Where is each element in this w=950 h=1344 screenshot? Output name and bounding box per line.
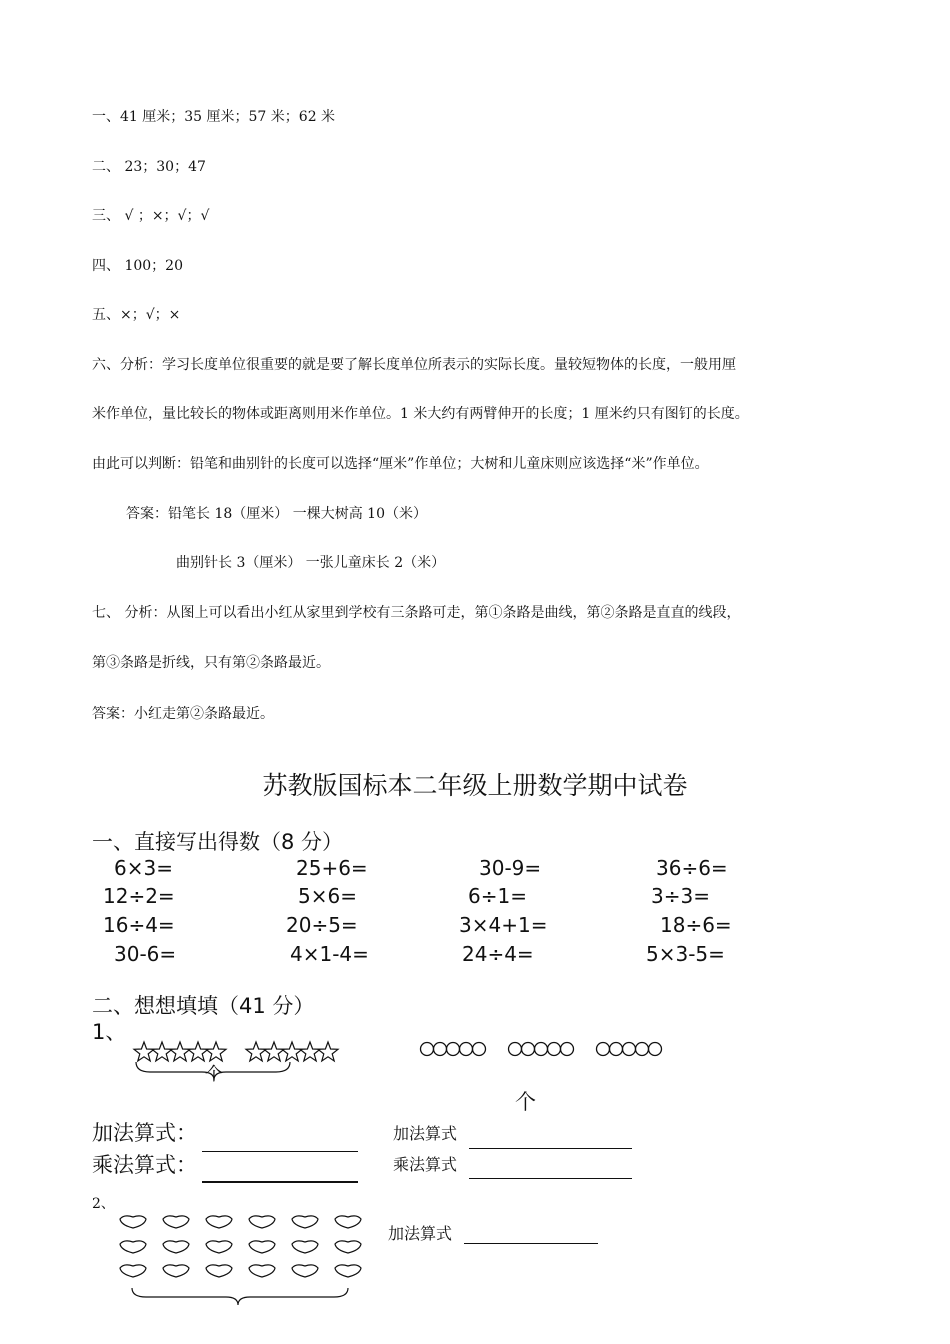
circle-icon bbox=[473, 1043, 486, 1056]
answer-7-line-2: 第③条路是折线，只有第②条路最近。 bbox=[92, 655, 330, 671]
multiplication-answer-line-2[interactable] bbox=[469, 1178, 632, 1179]
addition-answer-line[interactable] bbox=[202, 1151, 358, 1152]
calc-item: 12÷2= bbox=[103, 884, 175, 908]
star-icon bbox=[152, 1042, 172, 1061]
stars-figure bbox=[130, 1038, 350, 1088]
heart-icon bbox=[335, 1216, 361, 1228]
calc-item: 6÷1= bbox=[468, 884, 527, 908]
calc-item: 3×4+1= bbox=[459, 913, 548, 937]
circle-icon bbox=[421, 1043, 434, 1056]
star-icon bbox=[264, 1042, 284, 1061]
star-icon bbox=[206, 1042, 226, 1061]
circle-icon bbox=[548, 1043, 561, 1056]
question-1-label: 1、 bbox=[92, 1020, 127, 1044]
circle-icon bbox=[610, 1043, 623, 1056]
q2-addition-answer-line[interactable] bbox=[464, 1243, 598, 1244]
heart-icon bbox=[249, 1241, 275, 1253]
circle-icon bbox=[623, 1043, 636, 1056]
heart-icon bbox=[249, 1265, 275, 1277]
heart-icon bbox=[206, 1265, 232, 1277]
calc-item: 36÷6= bbox=[656, 856, 728, 880]
calc-item: 30-9= bbox=[479, 856, 542, 880]
hearts-figure bbox=[116, 1208, 376, 1314]
heart-icon bbox=[335, 1241, 361, 1253]
brace-unit: 个 bbox=[205, 1064, 223, 1085]
star-icon bbox=[134, 1042, 154, 1061]
calc-item: 30-6= bbox=[114, 942, 177, 966]
heart-icon bbox=[120, 1265, 146, 1277]
calc-item: 20÷5= bbox=[286, 913, 358, 937]
star-icon bbox=[318, 1042, 338, 1061]
calc-item: 24÷4= bbox=[462, 942, 534, 966]
multiplication-label-2: 乘法算式 bbox=[393, 1155, 458, 1174]
calc-item: 18÷6= bbox=[660, 913, 732, 937]
multiplication-label: 乘法算式： bbox=[92, 1153, 197, 1177]
calc-item: 6×3= bbox=[114, 856, 173, 880]
circles-unit: 个 bbox=[515, 1090, 536, 1114]
heart-icon bbox=[292, 1241, 318, 1253]
exam-title: 苏教版国标本二年级上册数学期中试卷 bbox=[262, 771, 688, 800]
heart-icon bbox=[163, 1216, 189, 1228]
section-2-title: 二、想想填填（41 分） bbox=[92, 994, 315, 1018]
calc-item: 3÷3= bbox=[651, 884, 710, 908]
heart-icon bbox=[206, 1216, 232, 1228]
brace-icon bbox=[132, 1288, 348, 1305]
calc-item: 4×1-4= bbox=[290, 942, 369, 966]
answer-6-line-1: 六、分析：学习长度单位很重要的就是要了解长度单位所表示的实际长度。量较短物体的长度，一般用厘 bbox=[92, 357, 736, 373]
heart-icon bbox=[292, 1265, 318, 1277]
circle-icon bbox=[447, 1043, 460, 1056]
star-icon bbox=[170, 1042, 190, 1061]
answer-2: 二、 23；30；47 bbox=[92, 159, 206, 175]
heart-icon bbox=[120, 1241, 146, 1253]
answer-4: 四、 100；20 bbox=[92, 258, 183, 274]
star-icon bbox=[188, 1042, 208, 1061]
heart-icon bbox=[206, 1241, 232, 1253]
answer-6-result-1: 答案：铅笔长 18（厘米） 一棵大树高 10（米） bbox=[126, 506, 427, 522]
circle-icon bbox=[649, 1043, 662, 1056]
answer-7-line-1: 七、 分析：从图上可以看出小红从家里到学校有三条路可走，第①条路是曲线，第②条路是直直的线段， bbox=[92, 605, 741, 621]
section-1-title: 一、直接写出得数（8 分） bbox=[92, 830, 344, 854]
star-icon bbox=[282, 1042, 302, 1061]
calc-item: 5×6= bbox=[298, 884, 357, 908]
heart-icon bbox=[163, 1265, 189, 1277]
heart-icon bbox=[292, 1216, 318, 1228]
heart-icon bbox=[120, 1216, 146, 1228]
heart-icon bbox=[335, 1265, 361, 1277]
addition-answer-line-2[interactable] bbox=[469, 1148, 632, 1149]
answer-3: 三、 √ ；×；√；√ bbox=[92, 208, 210, 224]
answer-5: 五、×；√；× bbox=[92, 307, 181, 323]
circle-icon bbox=[597, 1043, 610, 1056]
question-2-label: 2、 bbox=[92, 1196, 115, 1212]
circle-icon bbox=[434, 1043, 447, 1056]
answer-6-result-2: 曲别针长 3（厘米） 一张儿童床长 2（米） bbox=[176, 555, 446, 571]
circle-icon bbox=[509, 1043, 522, 1056]
circle-icon bbox=[522, 1043, 535, 1056]
calc-item: 25+6= bbox=[296, 856, 368, 880]
q2-addition-label: 加法算式 bbox=[388, 1224, 453, 1243]
circles-figure bbox=[418, 1040, 678, 1060]
star-icon bbox=[246, 1042, 266, 1061]
heart-icon bbox=[249, 1216, 275, 1228]
calc-item: 16÷4= bbox=[103, 913, 175, 937]
answer-6-line-2: 米作单位，量比较长的物体或距离则用米作单位。1 米大约有两臂伸开的长度；1 厘米约只有图钉的长度。 bbox=[92, 406, 749, 422]
calc-item: 5×3-5= bbox=[646, 942, 725, 966]
answer-7-result: 答案：小红走第②条路最近。 bbox=[92, 706, 274, 722]
multiplication-answer-line[interactable] bbox=[202, 1181, 358, 1183]
circle-icon bbox=[636, 1043, 649, 1056]
answer-1: 一、41 厘米；35 厘米；57 米；62 米 bbox=[92, 109, 336, 125]
circle-icon bbox=[561, 1043, 574, 1056]
heart-icon bbox=[163, 1241, 189, 1253]
addition-label: 加法算式： bbox=[92, 1121, 197, 1145]
circle-icon bbox=[535, 1043, 548, 1056]
addition-label-2: 加法算式 bbox=[393, 1124, 458, 1143]
answer-6-line-3: 由此可以判断：铅笔和曲别针的长度可以选择“厘米”作单位；大树和儿童床则应该选择“米”作单位。 bbox=[92, 456, 709, 472]
circle-icon bbox=[460, 1043, 473, 1056]
star-icon bbox=[300, 1042, 320, 1061]
